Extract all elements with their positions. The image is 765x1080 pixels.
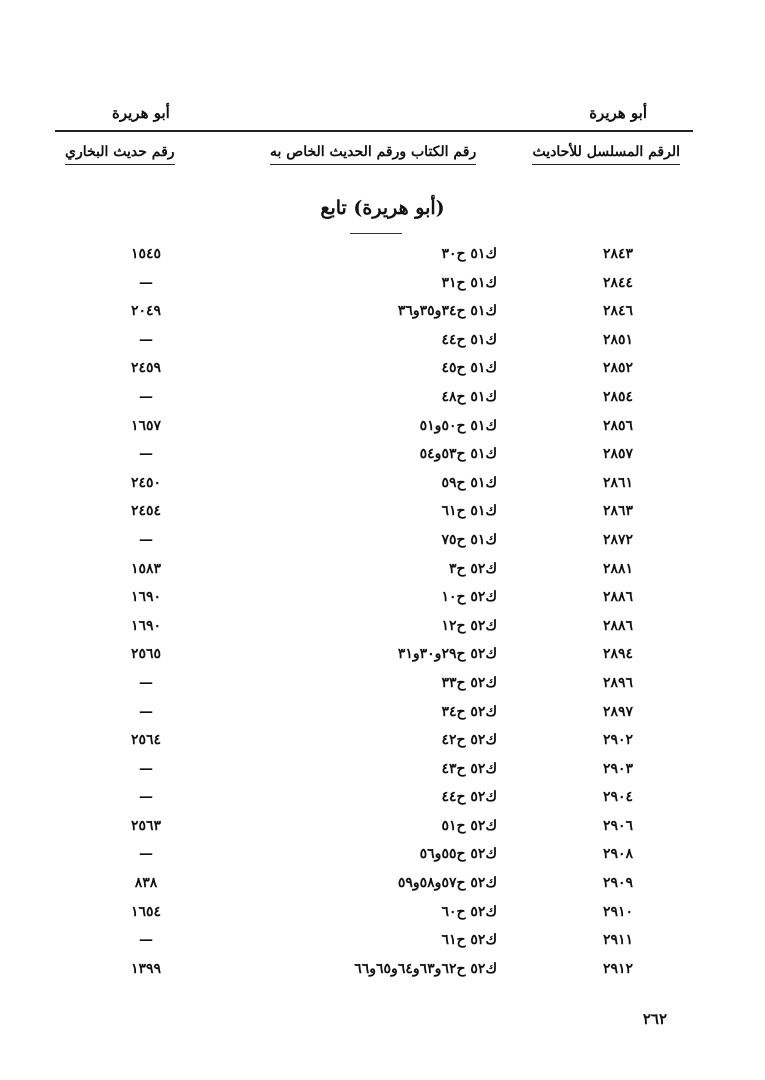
book-hadith-ref: ك٥١ ح٥٣و٥٤: [419, 446, 497, 463]
header-rule: [55, 130, 693, 132]
table-row: [0, 414, 765, 443]
book-hadith-ref: ك٥١ ح٣٤و٣٥و٣٦: [397, 303, 497, 320]
table-row: [0, 299, 765, 328]
book-hadith-ref: ك٥١ ح٦١: [441, 503, 497, 520]
bukhari-number: ١٥٨٣: [130, 560, 162, 577]
book-hadith-ref: ك٥٢ ح٤٢: [441, 732, 497, 749]
section-title: (أبو هريرة) تابع: [320, 197, 445, 219]
bukhari-number: ٨٣٨: [134, 875, 158, 892]
table-row: [0, 585, 765, 614]
table-row: [0, 242, 765, 271]
book-hadith-ref: ك٥٢ ح١٠: [441, 589, 497, 606]
table-row: [0, 271, 765, 300]
book-hadith-ref: ك٥٢ ح٣٤: [441, 703, 497, 720]
book-hadith-ref: ك٥٢ ح١٢: [441, 617, 497, 634]
bukhari-number: —: [139, 331, 153, 348]
table-row: [0, 871, 765, 900]
serial-number: ٢٨٦١: [602, 474, 634, 491]
book-hadith-ref: ك٥١ ح٥٩: [441, 474, 497, 491]
table-row: [0, 385, 765, 414]
bukhari-number: —: [139, 274, 153, 291]
serial-number: ٢٨٩٧: [602, 703, 634, 720]
book-hadith-ref: ك٥٢ ح٣: [448, 560, 497, 577]
bukhari-number: —: [139, 674, 153, 691]
serial-number: ٢٨٦٣: [602, 503, 634, 520]
serial-number: ٢٨٥٤: [602, 388, 634, 405]
bukhari-number: ٢٤٥٤: [130, 503, 162, 520]
bukhari-number: ١٣٩٩: [130, 960, 162, 977]
bukhari-number: ١٥٤٥: [130, 246, 162, 262]
page-number: ٢٦٢: [642, 1010, 667, 1028]
serial-number: ٢٨٥٢: [602, 360, 634, 377]
bukhari-number: —: [139, 531, 153, 548]
table-row: [0, 728, 765, 757]
serial-number: ٢٨٨٦: [602, 589, 634, 606]
book-hadith-ref: ك٥١ ح٣١: [441, 274, 497, 291]
table-row: [0, 614, 765, 643]
column-header-book: رقم الكتاب ورقم الحديث الخاص به: [270, 144, 476, 165]
bukhari-number: —: [139, 846, 153, 863]
book-hadith-ref: ك٥١ ح٤٨: [441, 388, 497, 405]
table-row: [0, 928, 765, 957]
bukhari-number: —: [139, 388, 153, 405]
table-row: [0, 557, 765, 586]
section-title-rule: [350, 233, 402, 234]
book-hadith-ref: ك٥٢ ح٦٠: [441, 903, 497, 920]
book-hadith-ref: ك٥١ ح٤٤: [441, 331, 497, 348]
table-row: [0, 757, 765, 786]
running-title-left: أبو هريرة: [112, 104, 170, 122]
book-hadith-ref: ك٥٢ ح٣٣: [441, 674, 497, 691]
table-row: [0, 671, 765, 700]
serial-number: ٢٩١١: [602, 932, 634, 949]
book-hadith-ref: ك٥١ ح٧٥: [441, 531, 497, 548]
table-row: [0, 814, 765, 843]
serial-number: ٢٨٤٣: [602, 246, 634, 262]
serial-number: ٢٨٧٢: [602, 531, 634, 548]
table-row: [0, 442, 765, 471]
bukhari-number: ٢٥٦٣: [130, 817, 162, 834]
serial-number: ٢٨٤٦: [602, 303, 634, 320]
table-row: [0, 328, 765, 357]
table-row: [0, 356, 765, 385]
book-hadith-ref: ك٥٢ ح٤٤: [441, 789, 497, 806]
serial-number: ٢٨٩٦: [602, 674, 634, 691]
table-row: [0, 957, 765, 986]
column-header-serial: الرقم المسلسل للأحاديث: [532, 144, 680, 165]
bukhari-number: —: [139, 789, 153, 806]
serial-number: ٢٩١٢: [602, 960, 634, 977]
serial-number: ٢٨٥١: [602, 331, 634, 348]
serial-number: ٢٩٠٩: [602, 875, 634, 892]
bukhari-number: —: [139, 446, 153, 463]
serial-number: ٢٩٠٤: [602, 789, 634, 806]
bukhari-number: ٢٤٥٩: [130, 360, 162, 377]
table-row: [0, 785, 765, 814]
bukhari-number: ١٦٥٤: [130, 903, 162, 920]
bukhari-number: —: [139, 932, 153, 949]
serial-number: ٢٩١٠: [602, 903, 634, 920]
serial-number: ٢٩٠٦: [602, 817, 634, 834]
book-hadith-ref: ك٥٢ ح٦١: [441, 932, 497, 949]
serial-number: ٢٨٥٦: [602, 417, 634, 434]
book-hadith-ref: ك٥٢ ح٦٢و٦٣و٦٤و٦٥و٦٦: [354, 960, 497, 977]
table-row: [0, 842, 765, 871]
book-hadith-ref: ك٥٢ ح٥٥و٥٦: [419, 846, 497, 863]
bukhari-number: ٢٠٤٩: [130, 303, 162, 320]
bukhari-number: ١٦٥٧: [130, 417, 162, 434]
table-row: [0, 900, 765, 929]
serial-number: ٢٨٥٧: [602, 446, 634, 463]
bukhari-number: ٢٤٥٠: [130, 474, 162, 491]
book-hadith-ref: ك٥١ ح٣٠: [441, 246, 497, 262]
serial-number: ٢٨٩٤: [602, 646, 634, 663]
table-row: [0, 700, 765, 729]
table-row: [0, 528, 765, 557]
book-hadith-ref: ك٥١ ح٥٠و٥١: [419, 417, 497, 434]
bukhari-number: ٢٥٦٥: [130, 646, 162, 663]
serial-number: ٢٩٠٣: [602, 760, 634, 777]
bukhari-number: —: [139, 703, 153, 720]
bukhari-number: ١٦٩٠: [130, 617, 162, 634]
serial-number: ٢٨٤٤: [602, 274, 634, 291]
book-hadith-ref: ك٥٢ ح٥٧و٥٨و٥٩: [397, 875, 497, 892]
serial-number: ٢٨٨١: [602, 560, 634, 577]
serial-number: ٢٩٠٢: [602, 732, 634, 749]
table-row: [0, 499, 765, 528]
table-row: [0, 642, 765, 671]
running-title-right: أبو هريرة: [589, 104, 647, 122]
bukhari-number: —: [139, 760, 153, 777]
bukhari-number: ٢٥٦٤: [130, 732, 162, 749]
hadith-table: [0, 242, 765, 985]
book-hadith-ref: ك٥١ ح٤٥: [441, 360, 497, 377]
serial-number: ٢٨٨٦: [602, 617, 634, 634]
serial-number: ٢٩٠٨: [602, 846, 634, 863]
book-hadith-ref: ك٥٢ ح٢٩و٣٠و٣١: [397, 646, 497, 663]
book-hadith-ref: ك٥٢ ح٤٣: [441, 760, 497, 777]
column-header-bukhari: رقم حديث البخاري: [65, 144, 175, 165]
book-hadith-ref: ك٥٢ ح٥١: [441, 817, 497, 834]
bukhari-number: ١٦٩٠: [130, 589, 162, 606]
table-row: [0, 471, 765, 500]
